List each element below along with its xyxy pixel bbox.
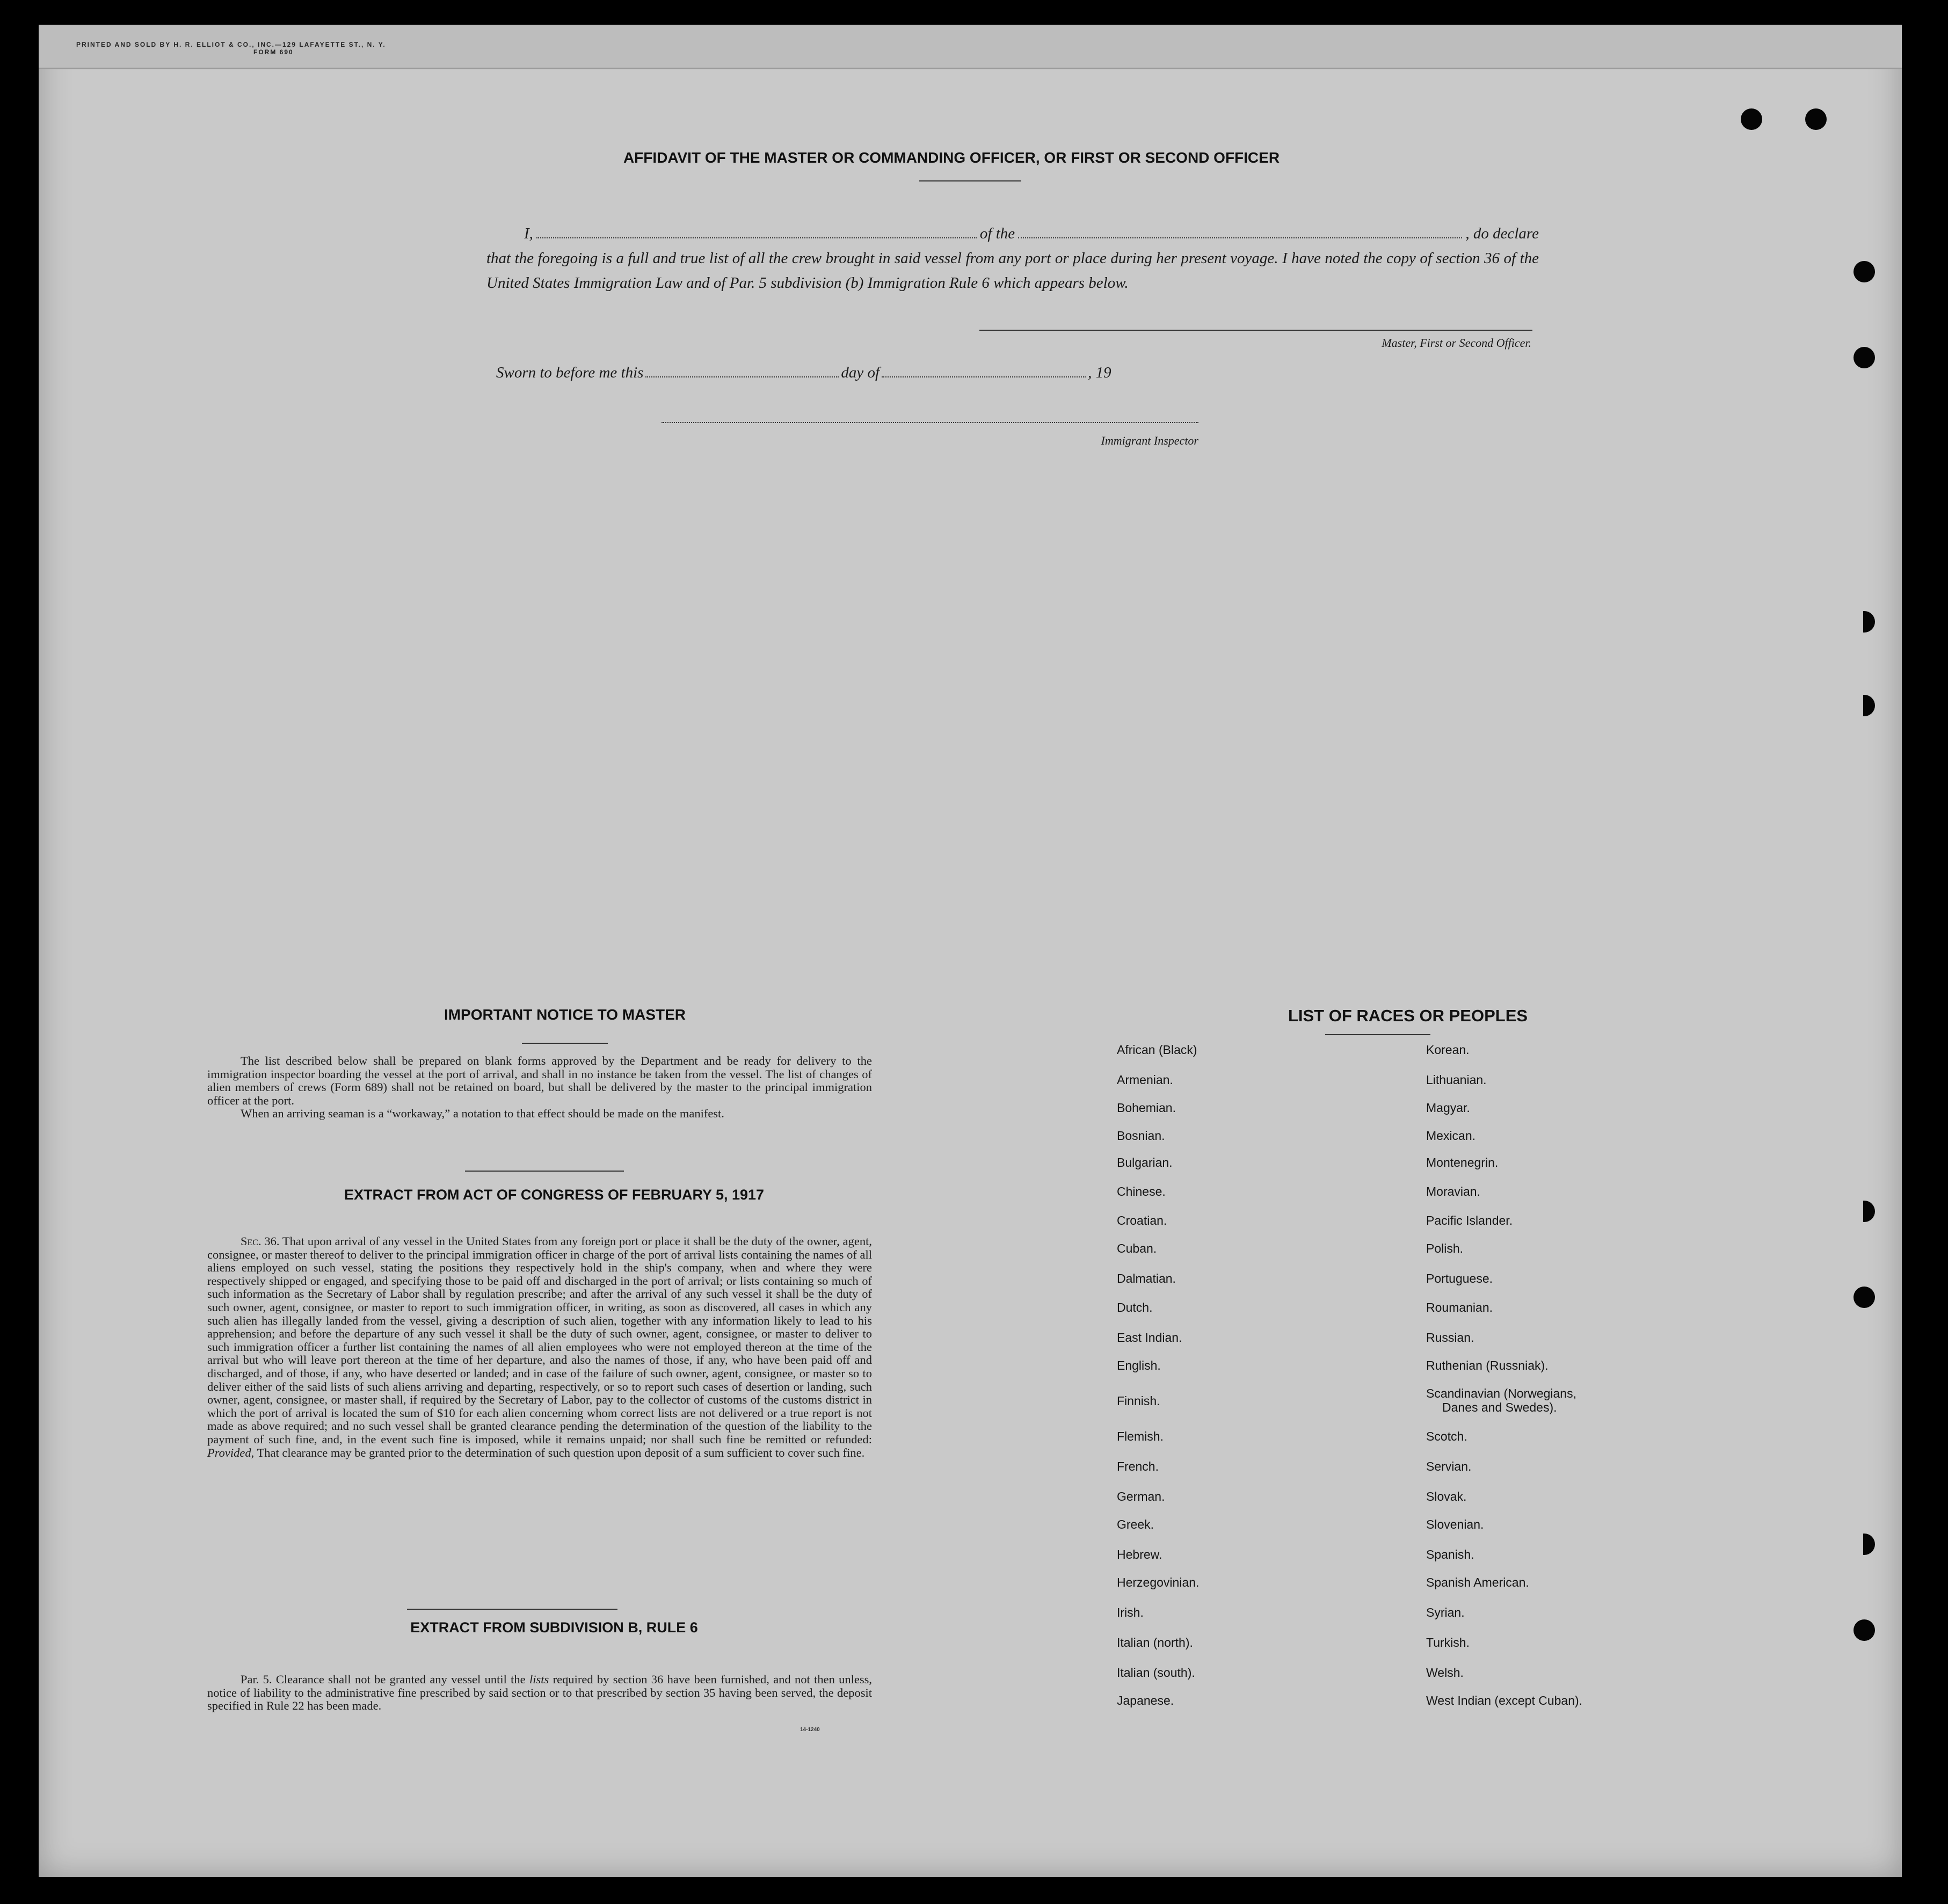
section-label: Sec. 36. [241, 1234, 280, 1248]
section-36-paragraph [207, 1235, 872, 1459]
race-item: Bohemian. [1117, 1101, 1176, 1115]
punch-hole-icon [1805, 108, 1827, 130]
inspector-signature-field[interactable] [662, 422, 1198, 423]
race-item: Cuban. [1117, 1241, 1157, 1255]
notice-title: IMPORTANT NOTICE TO MASTER [444, 1006, 686, 1023]
race-item: French. [1117, 1459, 1159, 1473]
race-item: Slovak. [1426, 1489, 1467, 1503]
race-item: Mexican. [1426, 1129, 1476, 1143]
punch-hole-icon [1741, 108, 1762, 130]
title-divider [919, 180, 1021, 181]
printer-imprint-text: PRINTED AND SOLD BY H. R. ELLIOT & CO., INC.—129 LAFAYETTE ST., N. Y. [76, 41, 386, 48]
form-number: FORM 690 [253, 48, 294, 56]
race-item: Turkish. [1426, 1636, 1470, 1649]
race-item: West Indian (except Cuban). [1426, 1694, 1583, 1707]
rule-extract-title: EXTRACT FROM SUBDIVISION B, RULE 6 [410, 1619, 698, 1636]
race-item: Magyar. [1426, 1101, 1470, 1115]
race-item: Finnish. [1117, 1394, 1160, 1408]
punch-hole-icon [1853, 611, 1875, 633]
race-item: Irish. [1117, 1605, 1144, 1619]
i-label: I, [524, 225, 533, 242]
notice-divider [522, 1043, 608, 1044]
rule-paragraph [207, 1673, 872, 1713]
day-field[interactable] [645, 365, 839, 377]
race-item: Greek. [1117, 1517, 1154, 1531]
lists-word: lists [529, 1673, 549, 1686]
race-item: Flemish. [1117, 1429, 1164, 1443]
top-edge-strip [39, 25, 1902, 69]
inspector-label: Immigrant Inspector [1101, 434, 1198, 447]
day-of-label: day of [841, 364, 880, 381]
race-item: Scandinavian (Norwegians, [1426, 1386, 1576, 1400]
race-item: Lithuanian. [1426, 1073, 1487, 1087]
signature-label: Master, First or Second Officer. [1382, 336, 1531, 350]
race-item: Pacific Islander. [1426, 1213, 1513, 1227]
race-item: Scotch. [1426, 1429, 1467, 1443]
provided-word: Provided, [207, 1445, 255, 1459]
section-divider [465, 1171, 624, 1172]
declaration-line [486, 221, 1539, 246]
punch-hole-icon [1853, 695, 1875, 716]
race-item: Hebrew. [1117, 1547, 1162, 1561]
race-item: Portuguese. [1426, 1271, 1493, 1285]
sworn-label: Sworn to before me this [496, 364, 644, 381]
officer-signature-field[interactable] [979, 330, 1532, 331]
race-item: Chinese. [1117, 1184, 1166, 1198]
sworn-line [496, 364, 1167, 382]
section-36-text: That upon arrival of any vessel in the United States from any foreign port or place it shall be the duty of the owner, agent, consignee, or master thereof to deliver to the principal immigration officer in charge of the port of arrival lists containing the names of all aliens employed on such vessel, stating the positions they respectively hold in the ship's company, when and where they were respectively shipped or engaged, and specifying those to be paid off and discharged in the port of arrival; or lists containing so much of such information as the Secretary of Labor shall by regulation prescribe; and after the arrival of any such vessel it shall be the duty of such owner, agent, consignee, or master to report to such immigration officer, in writing, as soon as discovered, all cases in which any such alien has illegally landed from the vessel, giving a description of such alien, together with any information likely to lead to his apprehension; and before the departure of any such vessel it shall be the duty of such owner, agent, consignee, or master to deliver to such immigration officer a further list containing the names of all alien employees who were not employed thereon at the time of the arrival but who will leave port thereon at the time of her departure, and also the names of those, if any, who have been paid off and discharged, and of those, if any, who have deserted or landed; and in case of the failure of such owner, agent, consignee, or master so to deliver either of the said lists of such aliens arriving and departing, respectively, or so to report such cases of desertion or landing, such owner, agent, consignee, or master shall, if required by the Secretary of Labor, pay to the collector of customs of the customs district in which the port of arrival is located the sum of $10 for each alien concerning whom correct lists are not delivered or a true report is not made as above required; and no such vessel shall be granted clearance pending the determination of the question of the liability to the payment of such fine, and, in the event such fine is imposed, while it remains unpaid; nor shall such fine be remitted or refunded: [207, 1234, 873, 1446]
race-item: Montenegrin. [1426, 1156, 1499, 1169]
race-item: Danes and Swedes). [1442, 1400, 1557, 1414]
race-item: Croatian. [1117, 1213, 1167, 1227]
section-36-text-end: That clearance may be granted prior to the determination of such question upon deposit of a sum sufficient to cover such fine. [257, 1445, 865, 1459]
race-item: Spanish American. [1426, 1575, 1529, 1589]
race-item: Ruthenian (Russniak). [1426, 1358, 1549, 1372]
notice-text [207, 1055, 872, 1121]
punch-hole-icon [1853, 1534, 1875, 1555]
race-item: Japanese. [1117, 1694, 1174, 1707]
form-code: 14-1240 [800, 1727, 820, 1733]
race-item: Roumanian. [1426, 1300, 1493, 1314]
race-item: Bulgarian. [1117, 1156, 1173, 1169]
punch-hole-icon [1853, 1287, 1875, 1308]
affidavit-statement-block [486, 221, 1539, 295]
race-item: Servian. [1426, 1459, 1472, 1473]
vessel-name-field[interactable] [1018, 224, 1462, 238]
race-item: Italian (south). [1117, 1666, 1195, 1680]
race-item: Polish. [1426, 1241, 1464, 1255]
race-item: Russian. [1426, 1331, 1474, 1345]
race-item: Syrian. [1426, 1605, 1465, 1619]
notice-paragraph-1: The list described below shall be prepared on blank forms approved by the Department and be ready for delivery to the immigration inspector boarding the vessel at the port of arrival, and shall in no instance be taken from the vessel. The list of changes of alien members of crews (Form 689) shall not be retained on board, but shall be delivered by the master to the principal immigration officer at the port. [207, 1054, 872, 1107]
punch-hole-icon [1853, 261, 1875, 282]
manifest-page [39, 25, 1902, 1877]
race-item: Slovenian. [1426, 1517, 1484, 1531]
rule-text: Par. 5. Clearance shall not be granted any vessel until the [241, 1673, 526, 1686]
race-item: Moravian. [1426, 1184, 1480, 1198]
race-item: Welsh. [1426, 1666, 1464, 1680]
rule-text-end: required by section 36 have been furnished, and not then unless, notice of liability to the administrative fine prescribed by said section or to that prescribed by section 35 having been served, the deposit specified in Rule 22 has been made. [207, 1673, 873, 1713]
race-item: German. [1117, 1489, 1165, 1503]
race-item: Dalmatian. [1117, 1271, 1176, 1285]
punch-hole-icon [1853, 1619, 1875, 1641]
rule-extract-text [207, 1673, 872, 1713]
race-item: African (Black) [1117, 1043, 1197, 1057]
race-item: English. [1117, 1358, 1161, 1372]
race-item: East Indian. [1117, 1331, 1182, 1345]
race-item: Herzegovinian. [1117, 1575, 1200, 1589]
printer-imprint [76, 41, 386, 56]
races-title: LIST OF RACES OR PEOPLES [1288, 1006, 1528, 1025]
year-label: , 19 [1088, 364, 1111, 381]
race-item: Bosnian. [1117, 1129, 1165, 1143]
notice-paragraph-2: When an arriving seaman is a “workaway,” a notation to that effect should be made on the manifest. [241, 1107, 724, 1121]
affidavit-title: AFFIDAVIT OF THE MASTER OR COMMANDING OFFICER, OR FIRST OR SECOND OFFICER [623, 149, 1280, 166]
do-declare-label: , do declare [1465, 225, 1539, 242]
statement-text: that the foregoing is a full and true list of all the crew brought in said vessel from any port or place during her present voyage. I have noted the copy of section 36 of the United States Immigration Law and of Par. 5 subdivision (b) Immigration Rule 6 which appears below. [486, 250, 1539, 292]
month-field[interactable] [882, 365, 1086, 377]
of-the-label: of the [979, 225, 1015, 242]
section-divider [407, 1609, 617, 1610]
race-item: Korean. [1426, 1043, 1470, 1057]
race-item: Dutch. [1117, 1300, 1153, 1314]
officer-name-field[interactable] [536, 224, 977, 238]
act-extract-text [207, 1235, 872, 1459]
punch-hole-icon [1853, 1201, 1875, 1222]
punch-hole-icon [1853, 347, 1875, 368]
race-item: Italian (north). [1117, 1636, 1193, 1649]
race-item: Spanish. [1426, 1547, 1474, 1561]
races-divider [1325, 1034, 1430, 1035]
race-item: Armenian. [1117, 1073, 1173, 1087]
act-extract-title: EXTRACT FROM ACT OF CONGRESS OF FEBRUARY 5, 1917 [344, 1187, 765, 1203]
